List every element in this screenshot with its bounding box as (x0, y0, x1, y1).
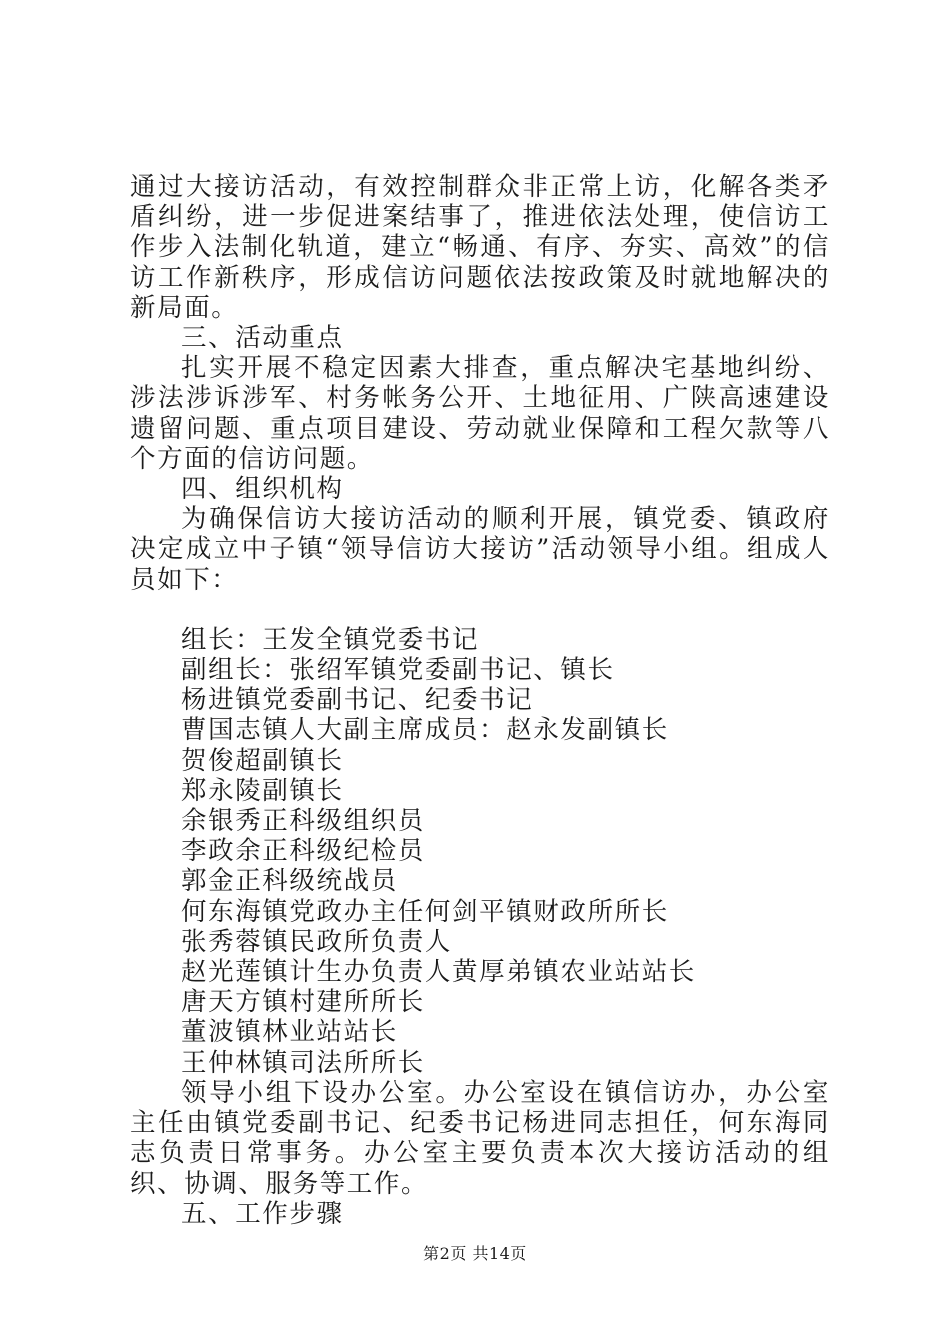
member-line: 组长：王发全镇党委书记 (181, 624, 480, 655)
member-line: 余银秀正科级组织员 (181, 806, 425, 837)
page-number-footer: 第2页 共14页 (423, 1244, 527, 1263)
member-line: 曹国志镇人大副主席成员：赵永发副镇长 (181, 715, 669, 746)
section-heading-focus: 三、活动重点 (181, 323, 344, 354)
member-line: 李政余正科级纪检员 (181, 836, 425, 867)
member-line: 王仲林镇司法所所长 (181, 1047, 425, 1078)
member-line: 副组长：张绍军镇党委副书记、镇长 (181, 655, 615, 686)
member-line: 张秀蓉镇民政所负责人 (181, 926, 453, 957)
section-heading-organization: 四、组织机构 (181, 474, 344, 505)
blank-line (130, 595, 830, 625)
member-line: 董波镇林业站站长 (181, 1017, 398, 1048)
member-line: 郑永陵副镇长 (181, 775, 344, 806)
member-line: 唐天方镇村建所所长 (181, 987, 425, 1018)
intro-paragraph: 通过大接访活动，有效控制群众非正常上访，化解各类矛盾纠纷，进一步促进案结事了，推进依法处理，使信访工作步入法制化轨道，建立“畅通、有序、夯实、高效”的信访工作新秩序，形成信访问题依法按政策及时就地解决的新局面。 (130, 172, 830, 323)
focus-paragraph: 扎实开展不稳定因素大排查，重点解决宅基地纠纷、涉法涉诉涉军、村务帐务公开、土地征用、广陕高速建设遗留问题、重点项目建设、劳动就业保障和工程欠款等八个方面的信访问题。 (130, 353, 830, 474)
section-heading-steps: 五、工作步骤 (181, 1198, 344, 1229)
member-line: 何东海镇党政办主任何剑平镇财政所所长 (181, 896, 669, 927)
member-line: 赵光莲镇计生办负责人黄厚弟镇农业站站长 (181, 957, 696, 988)
member-line: 郭金正科级统战员 (181, 866, 398, 897)
document-body (130, 172, 830, 1229)
member-list (130, 625, 830, 1078)
member-line: 贺俊超副镇长 (181, 745, 344, 776)
organization-paragraph: 为确保信访大接访活动的顺利开展，镇党委、镇政府决定成立中子镇“领导信访大接访”活动领导小组。组成人员如下： (130, 504, 830, 595)
office-paragraph: 领导小组下设办公室。办公室设在镇信访办，办公室主任由镇党委副书记、纪委书记杨进同志担任，何东海同志负责日常事务。办公室主要负责本次大接访活动的组织、协调、服务等工作。 (130, 1077, 830, 1199)
member-line: 杨进镇党委副书记、纪委书记 (181, 685, 534, 716)
